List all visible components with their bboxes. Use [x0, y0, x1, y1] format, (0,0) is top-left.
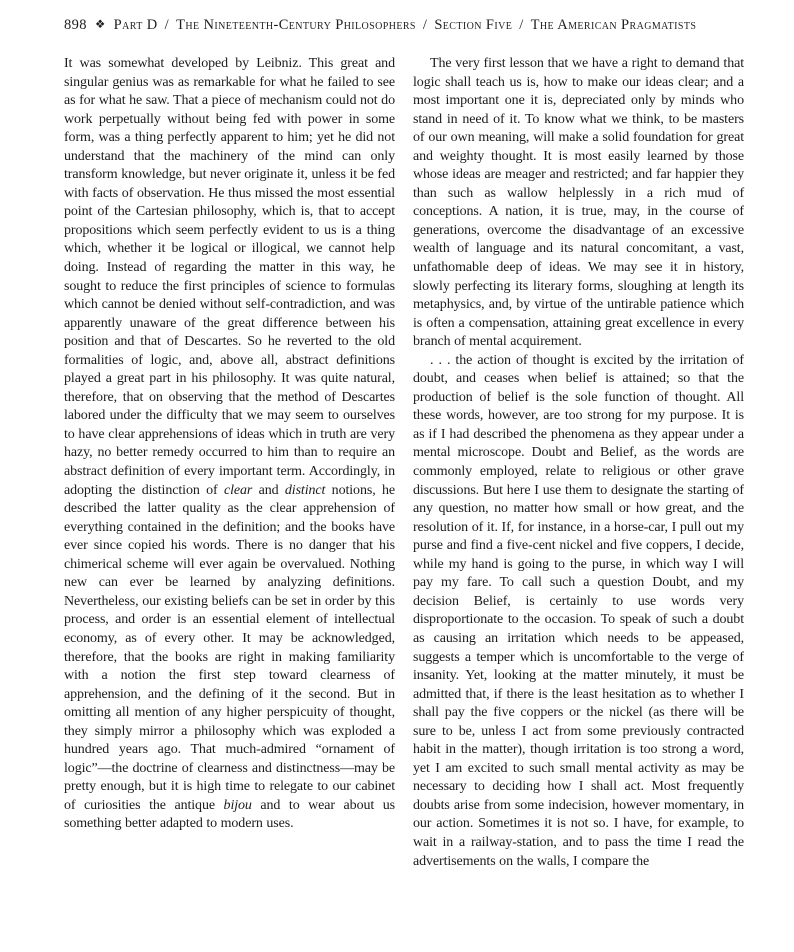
breadcrumb-section: Section Five	[434, 17, 513, 33]
breadcrumb-separator: /	[519, 17, 524, 33]
breadcrumb	[114, 17, 697, 33]
page-number: 898	[64, 17, 87, 33]
paragraph: It was somewhat developed by Leibniz. This great and singular genius was as remarkable for what he failed to see as for what he saw. That a piece of mechanism could not do work perpetually without being fed with power in some form, was a thing perfectly apparent to him; yet he did not understand that the machinery of the mind can only transform knowledge, but never originate it, unless it be fed with facts of observation. He thus missed the most essential point of the Cartesian philosophy, which is, that to accept propositions which seem perfectly evident to us is a thing which, whether it be logical or illogical, we cannot help doing. Instead of regarding the matter in this way, he sought to reduce the first principles of science to formulas which cannot be denied without self-contradiction, and was apparently unaware of the great difference between his position and that of Descartes. So he reverted to the old formalities of logic, and, above all, abstract definitions played a great part in his philosophy. It was quite natural, therefore, that on observing that the method of Descartes labored under the difficulty that we may seem to ourselves to have clear apprehensions of ideas which in truth are very hazy, no better remedy occurred to him than to require an abstract definition of every important term. Accordingly, in adopting the distinction of clear and distinct notions, he described the latter quality as the clear apprehension of everything contained in the definition; and the books have ever since copied his words. There is no danger that his chimerical scheme will ever again be overvalued. Nothing new can ever be learned by analyzing definitions. Nevertheless, our existing beliefs can be set in order by this process, and order is an essential element of intellectual economy, as of every other. It may be acknowledged, therefore, that the books are right in making familiarity with a notion the first step toward clearness of apprehension, and the defining of it the second. But in omitting all mention of any higher perspicuity of thought, they simply mirror a philosophy which was exploded a hundred years ago. That much-admired “ornament of logic”—the doctrine of clearness and distinctness—may be pretty enough, but it is high time to relegate to our cabinet of curiosities the antique bijou and to wear about us something better adapted to modern uses.	[64, 56, 395, 832]
page-header	[64, 17, 745, 34]
paragraph: The very first lesson that we have a right to demand that logic shall teach us is, how to make our ideas clear; and a most important one it is, depreciated only by minds who stand in need of it. To know what we think, to be masters of our own meaning, will make a solid foundation for great and weighty thought. It is most easily learned by those whose ideas are meager and restricted; and far happier they than such as wallow helplessly in a rich mud of conceptions. A nation, it is true, may, in the course of generations, overcome the disadvantage of an excessive wealth of language and its natural concomitant, a vast, unfathomable deep of ideas. We may see it in history, slowly perfecting its literary forms, sloughing at length its metaphysics, and, by virtue of the untirable patience which is often a compensation, attaining great excellence in every branch of mental acquirement.	[413, 56, 744, 350]
right-column	[413, 55, 744, 871]
text-columns	[64, 55, 745, 871]
breadcrumb-separator: /	[422, 17, 428, 33]
breadcrumb-section: The Nineteenth-Century Philosophers	[176, 17, 416, 33]
breadcrumb-separator: /	[164, 17, 170, 33]
left-column	[64, 55, 395, 871]
breadcrumb-section: Part D	[113, 17, 158, 33]
diamond-ornament-icon: ❖	[94, 19, 106, 31]
paragraph: . . . the action of thought is excited by the irritation of doubt, and ceases when belief is attained; so that the production of belief is the sole function of thought. All these words, however, are too strong for my purpose. It is as if I had described the phenomena as they appear under a mental microscope. Doubt and Belief, as the words are commonly employed, relate to religious or other grave discussions. But here I use them to designate the starting of any question, no matter how small or how great, and the resolution of it. If, for instance, in a horse-car, I pull out my purse and find a five-cent nickel and five coppers, I decide, while my hand is going to the purse, in which way I will pay my fare. To call such a question Doubt, and my decision Belief, is certainly to use words very disproportionate to the occasion. To speak of such a doubt as causing an irritation which needs to be appeased, suggests a temper which is uncomfortable to the verge of insanity. Yet, looking at the matter minutely, it must be admitted that, if there is the least hesitation as to whether I shall pay the five coppers or the nickel (as there will be sure to be, unless I act from some previously contracted habit in the matter), though irritation is too strong a word, yet I am excited to such small mental activity as may be necessary to deciding how I shall act. Most frequently doubts arise from some indecision, however momentary, in our action. Sometimes it is not so. I have, for example, to wait in a railway-station, and to pass the time I read the advertisements on the walls, I compare the	[413, 352, 744, 869]
breadcrumb-section: The American Pragmatists	[530, 17, 697, 33]
